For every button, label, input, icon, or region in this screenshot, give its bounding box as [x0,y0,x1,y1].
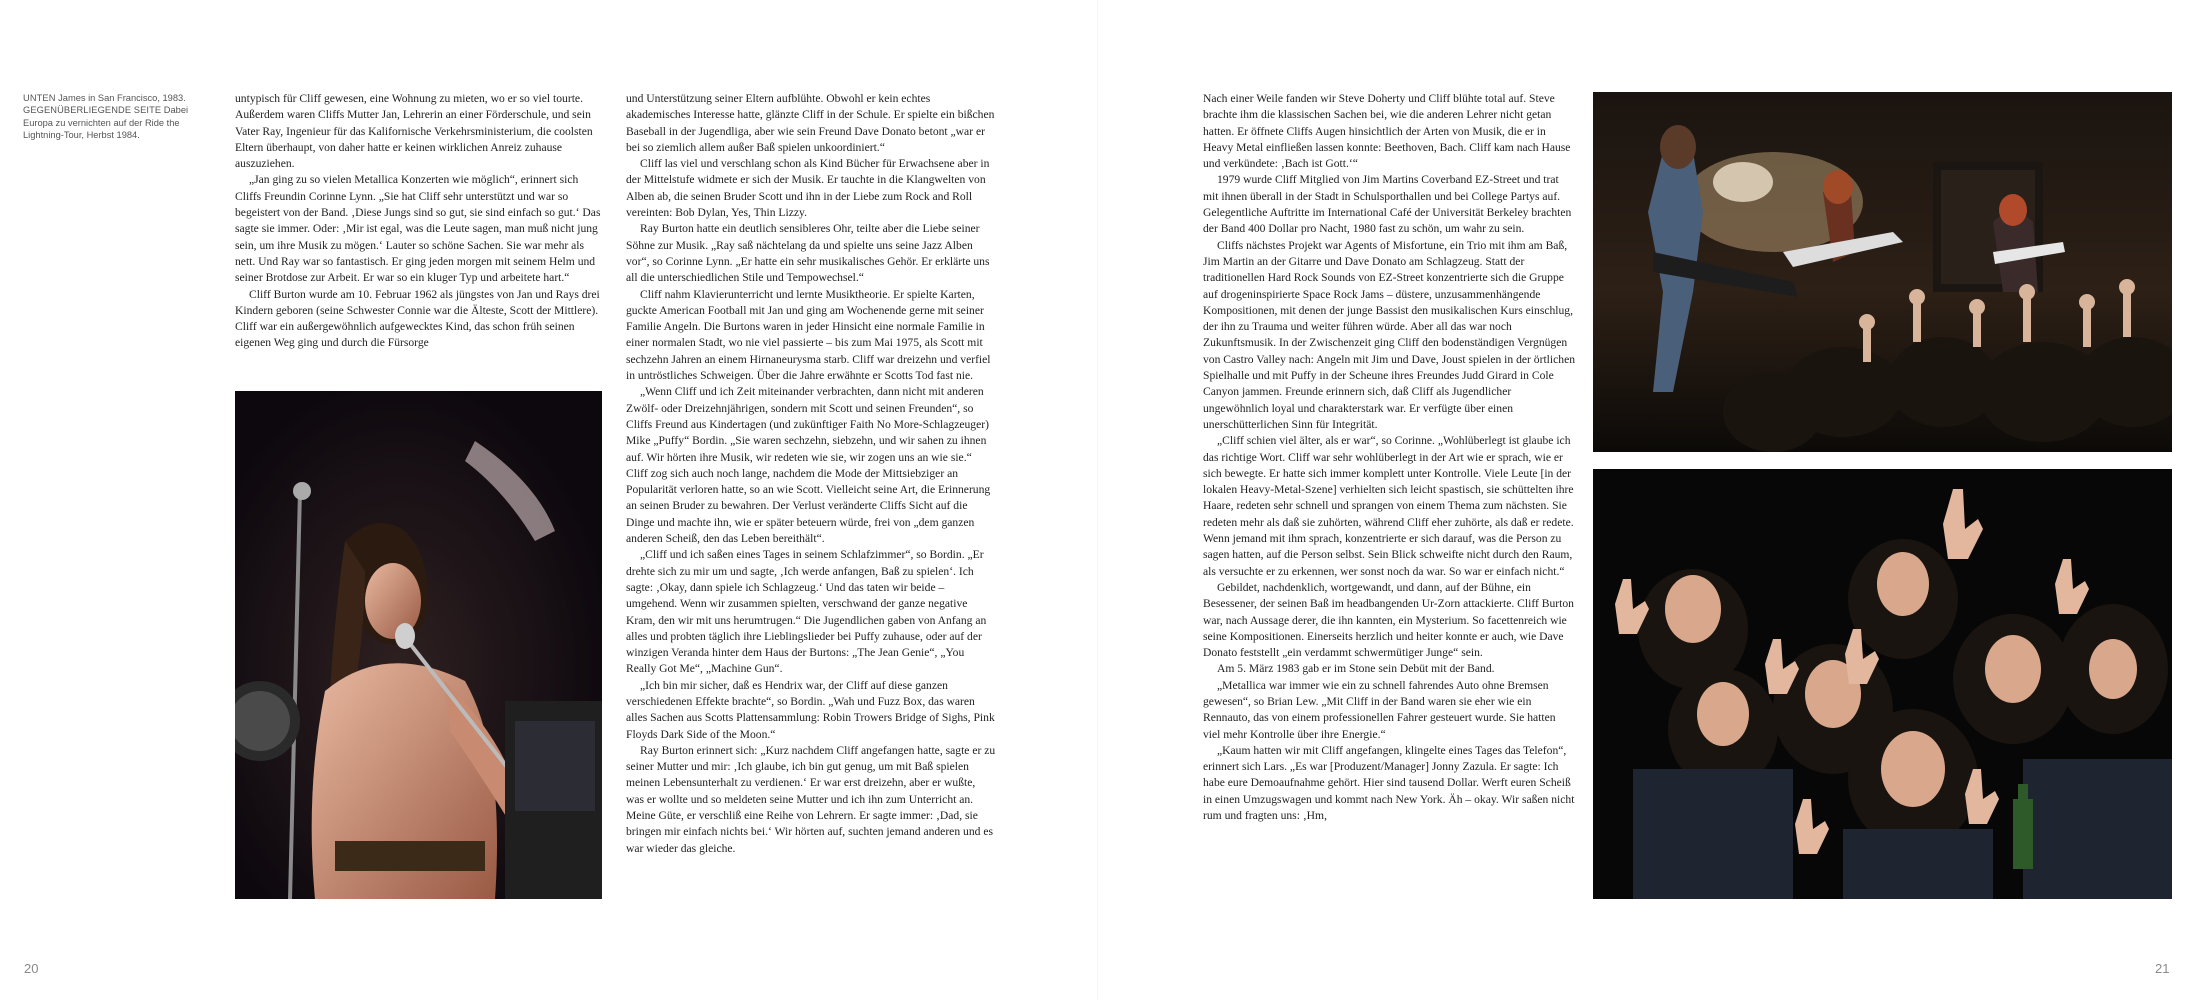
paragraph: „Wenn Cliff und ich Zeit miteinander verbrachten, dann nicht mit anderen Zwölf- oder Dreizehnjährigen, sondern mit Scott und seinen Freunden“, so Cliffs Freund aus Kindertagen (und zukünftiger Faith No More-Schlagzeuger) Mike „Puffy“ Bordin. „Sie waren sechzehn, siebzehn, und wir sahen zu ihnen auf. Wir hörten ihre Musik, wir redeten wie sie, wir zogen uns an wie sie.“ Cliff zog sich auch noch lange, nachdem die Mode der Mittsiebziger an Popularität verloren hatte, so an wie Scott. Vielleicht seine Art, die Erinnerung an seinen Bruder zu bewahren. Der Verlust veränderte Cliffs Sicht auf die Dinge und machte ihn, wie er später beteuern würde, frei von „dem ganzen anderen Scheiß, den das Leben bereithält“. [626,385,991,546]
paragraph: Cliff Burton wurde am 10. Februar 1962 als jüngstes von Jan und Rays drei Kindern geboren (seine Schwester Connie war die Älteste, Scott der Mittlere). Cliff war ein außergewöhnlich aufgewecktes Kind, das schon früh seinen eigenen Weg ging und durch die Fürsorge [235,287,600,350]
paragraph: „Kaum hatten wir mit Cliff angefangen, klingelte eines Tages das Telefon“, erinnert sich Lars. „Es war [Produzent/Manager] Jonny Zazula. Er sagte: Ich habe eure Demoaufnahme gehört. Hier sind tausend Dollar. Werft euren Scheiß in einen Umzugswagen und kommt nach New York. Äh – okay. Wir saßen nicht rum und fragten uns: ‚Hm, [1203,743,1575,823]
paragraph: „Cliff und ich saßen eines Tages in seinem Schlafzimmer“, so Bordin. „Er drehte sich zu mir um und sagte, ‚Ich werde anfangen, Baß zu spielen‘. Ich sagte: ‚Okay, dann spiele ich Schlagzeug.‘ Und das taten wir beide – umgehend. Wenn wir zusammen spielten, verschwand der ganze negative Kram, den wir mit uns herumtrugen.“ Die Jugendlichen gaben von Anfang an alles und probten täglich ihre Lieblingslieder bei Puffy zuhause, oder auf der winzigen Veranda hinter dem Haus der Burtons: „The Jean Genie“, „You Really Got Me“, „Machine Gun“. [626,548,987,676]
photo-caption [23,92,215,142]
text-column-2 [626,91,996,857]
paragraph: „Jan ging zu so vielen Metallica Konzerten wie möglich“, erinnert sich Cliffs Freundin Corinne Lynn. „Sie hat Cliff sehr unterstützt und war so begeistert von der Band. ‚Diese Jungs sind so gut, sie sind einfach so gut.‘ Das sagte sie immer. Oder: ‚Mir ist egal, was die Leute sagen, man muß nicht jung sein, um ihre Musik zu mögen.‘ Lauter so schöne Sachen. Sie war mehr als nett. Und Ray war so fantastisch. Er ging jeden morgen mit seinem Helm und seiner Brotdose zur Arbeit. Er war so ein kluger Typ und arbeitete hart.“ [235,173,601,285]
photo-stage [1593,92,2172,452]
caption-label-2: GEGENÜBERLIEGENDE SEITE [23,105,162,116]
paragraph: untypisch für Cliff gewesen, eine Wohnung zu mieten, wo er so viel tourte. Außerdem waren Cliffs Mutter Jan, Lehrerin an einer Förderschule, und sein Vater Ray, Ingenieur für das Kalifornische Verkehrsministerium, die coolsten Eltern überhaupt, von daher hatte er keinen wirklichen Anreiz zuhause auszuziehen. [235,92,593,171]
paragraph: Cliff nahm Klavierunterricht und lernte Musiktheorie. Er spielte Karten, guckte American Football mit Jan und ging am Wochenende gerne mit seiner Familie Angeln. Die Burtons waren in jeder Hinsicht eine normale Familie in einer normalen Stadt, wo nie viel passierte – bis zum Mai 1975, als Scott mit sechzehn Jahren an einem Hirnaneurysma starb. Cliff war dreizehn und verfiel in untröstliches Schweigen. Über die Jahre erwähnte er Scotts Tod fast nie. [626,287,991,383]
stage-photo-illustration [1593,92,2172,452]
page-number-left: 20 [24,961,39,976]
photo-crowd [1593,469,2172,899]
paragraph: Cliffs nächstes Projekt war Agents of Misfortune, ein Trio mit ihm am Baß, Jim Martin an der Gitarre und Dave Donato am Schlagzeug. Statt der traditionellen Hard Rock Sounds von EZ-Street konzentrierte sich die Gruppe auf drogeninspirierte Space Rock Jams – düstere, unzusammenhängende Kompositionen, mit denen der junge Bassist den musikalischen Kurs einschlug, der ihn zu Trauma und weiter führen würde. Aber all das war noch Zukunftsmusik. In der Zwischenzeit ging Cliff den bodenständigen Vergnügen von Castro Valley nach: Angeln mit Jim und Dave, Joust spielen in der örtlichen Spielhalle und mit Puffy in der Scheune ihres Freundes Judd Girard in Cole Canyon jammen. Freunde erinnern sich, daß Cliff als Jugendlicher ungewöhnlich loyal und charakterstark war. Er verfügte über einen unerschütterlichen Sinn für Integrität. [1203,238,1576,431]
paragraph: Nach einer Weile fanden wir Steve Doherty und Cliff blühte total auf. Steve brachte ihm die klassischen Sachen bei, wie die anderen Lehrer nicht getan hatten. Er öffnete Cliffs Augen hinsichtlich der Arten von Musik, die er in Heavy Metal einfließen lassen konnte: Beethoven, Bach. Cliff kam nach Hause und verkündete: ‚Bach ist Gott.‘“ [1203,92,1571,171]
paragraph: Am 5. März 1983 gab er im Stone sein Debüt mit der Band. [1217,662,1495,676]
photo-singer [235,391,602,899]
paragraph: Ray Burton erinnert sich: „Kurz nachdem Cliff angefangen hatte, sagte er zu seiner Mutter und mir: ‚Ich glaube, ich bin gut genug, um mit Baß spielen meinen Lebensunterhalt zu verdienen.‘ Er war erst dreizehn, aber er wußte, was er wollte und so meldeten seine Mutter und ich ihn zum Unterricht an. Meine Güte, er verschliß eine Reihe von Lehrern. Er sagte immer: ‚Dad, sie bringen mir einfach nichts bei.‘ Wir hörten auf, suchten jemand anderen und es war wieder das gleiche. [626,743,996,855]
paragraph: „Cliff schien viel älter, als er war“, so Corinne. „Wohlüberlegt ist glaube ich das richtige Wort. Cliff war sehr wohlüberlegt in der Art wie er sprach, wie er sich bewegte. Er hatte sich immer komplett unter Kontrolle. Viele Leute [in der lokalen Heavy-Metal-Szene] verhielten sich leicht spastisch, sie schüttelten ihre Haare, redeten sehr schnell und sprangen von einem Thema zum nächsten. Sie redeten mehr als daß sie zuhörten, während Cliff eher zuhörte, als daß er redete. Wenn jemand mit ihm sprach, konzentrierte er sich darauf, was die Person zu sagen hatten, auf die Person selbst. Sein Blick schweifte nicht durch den Raum, als versuchte er zu erkennen, wer sonst noch da war. So war er einfach nicht.“ [1203,434,1574,578]
paragraph: und Unterstützung seiner Eltern aufblühte. Obwohl er kein echtes akademisches Interesse hatte, glänzte Cliff in der Schule. Er spielte ein bißchen Baseball in der Jugendliga, aber wie sein Freund Dave Donato betont „war er bei so ziemlich allem außer Baß spielen unkoordiniert.“ [626,92,995,154]
paragraph: 1979 wurde Cliff Mitglied von Jim Martins Coverband EZ-Street und trat mit ihnen überall in der Stadt in Schulsporthallen und bei College Partys auf. Gelegentliche Auftritte im International Café der Universität Berkeley brachten der Band 400 Dollar pro Nacht, 1980 fast zu schön, um wahr zu sein. [1203,173,1572,236]
caption-text-2: Dabei Europa zu vernichten auf der Ride the Lightning-Tour, Herbst 1984. [23,105,189,141]
paragraph: „Metallica war immer wie ein zu schnell fahrendes Auto ohne Bremsen gewesen“, so Brian Lew. „Mit Cliff in der Band waren sie eher wie ein Rennauto, das von einem professionellen Fahrer gesteuert wurde. Sie hatten viel mehr Kontrolle über ihre Energie.“ [1203,678,1556,741]
crowd-photo-illustration [1593,469,2172,899]
paragraph: Ray Burton hatte ein deutlich sensibleres Ohr, teilte aber die Liebe seiner Söhne zur Musik. „Ray saß nächtelang da und spielte uns seine Jazz Alben vor“, so Corinne Lynn. „Er hatte ein sehr musikalisches Gehör. Er erklärte uns all die unterschiedlichen Stile und Tempowechsel.“ [626,222,990,285]
caption-label-1: UNTEN [23,93,56,103]
text-column-3 [1203,91,1575,824]
text-column-1 [235,91,605,352]
paragraph: „Ich bin mir sicher, daß es Hendrix war, der Cliff auf diese ganzen verschiedenen Effekte brachte“, so Bordin. „Wah und Fuzz Box, das waren alles Sachen aus Scotts Plattensammlung: Robin Trowers Bridge of Sighs, Pink Floyds Dark Side of the Moon.“ [626,678,995,741]
page-number-right: 21 [2155,961,2170,976]
paragraph: Gebildet, nachdenklich, wortgewandt, und dann, auf der Bühne, ein Besessener, der seinen Baß im headbangenden Ur-Zorn attackierte. Cliff Burton war, nach Aussage derer, die ihn kannten, ein Mysterium. So facettenreich wie seine Kompositionen. Einerseits herzlich und heiter konnte er auch, wie Dave Donato feststellt „ein verdammt schwermütiger Junge“ sein. [1203,580,1574,660]
spread-gutter [1097,0,1099,1000]
caption-text-1: James in San Francisco, 1983. [58,93,186,103]
paragraph: Cliff las viel und verschlang schon als Kind Bücher für Erwachsene aber in der Mittelstufe widmete er sich der Musik. Er tauchte in die Klangwelten von Alben ab, die seinen Bruder Scott und ihn in der Liebe zum Rock and Roll vereinten: Bob Dylan, Yes, Thin Lizzy. [626,157,990,220]
singer-photo-illustration [235,391,602,899]
